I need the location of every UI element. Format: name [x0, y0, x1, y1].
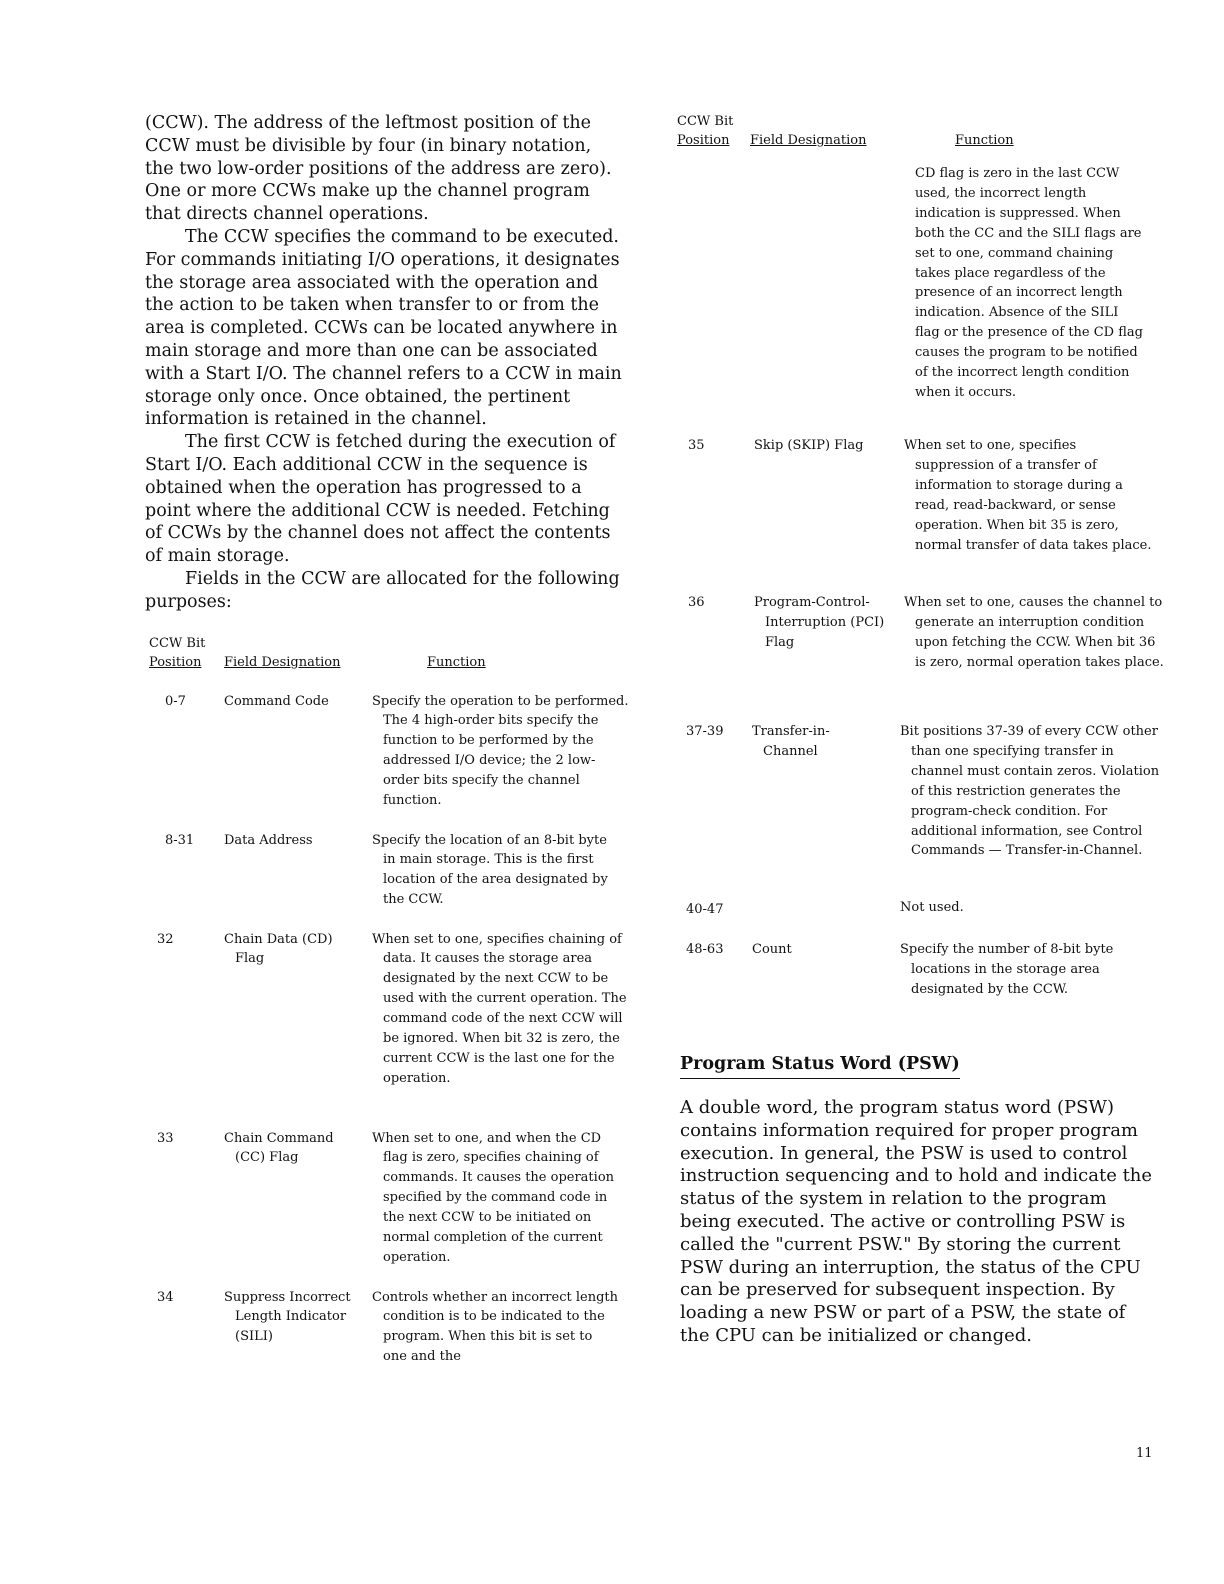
function-description: When set to one, and when the CD flag is zero, specifies chaining of commands. It causes the operation specified by the command code in the next CCW to be initiated on normal completion of the current operation.: [372, 1130, 615, 1265]
function-description: Specify the number of 8-bit byte locations in the storage area designated by the CCW.: [900, 942, 1114, 997]
table-row: [676, 593, 1164, 703]
bit-position: 32: [157, 931, 174, 947]
header-bit-position: CCW Bit Position: [149, 635, 206, 670]
field-designation: Program-Control-Interruption (PCI) Flag: [754, 595, 885, 650]
function-description: Controls whether an incorrect length condition is to be indicated to the program. When this bit is set to one and the: [372, 1289, 618, 1365]
bit-position: 36: [688, 595, 705, 610]
function-description: Bit positions 37-39 of every CCW other than one specifying transfer in channel must contain zeros. Violation of this restriction generates the program-check condition. For additional information, see Control Commands — Transfer-in-Channel.: [900, 724, 1160, 859]
table-row: [676, 940, 1156, 1002]
field-designation: Suppress Incorrect Length Indicator (SILI): [224, 1289, 351, 1345]
field-designation: Transfer-in-Channel: [752, 724, 830, 759]
function-description: When set to one, specifies chaining of data. It causes the storage area designated by the next CCW to be used with the current operation. The command code of the next CCW will be ignored. When bit 32 is zero, the current CCW is the last one for the operation.: [372, 931, 627, 1086]
header-function: Function: [955, 133, 1014, 148]
function-description: CD flag is zero in the last CCW used, the incorrect length indication is suppressed. When both the CC and the SILI flags are set to one, command chaining takes place regardless of the presence of an incorrect length indication. Absence of the SILI flag or the presence of the CD flag causes the program to be notified of the incorrect length condition when it occurs.: [915, 166, 1143, 400]
header-field-designation: Field Designation: [750, 133, 867, 148]
bit-position: 34: [157, 1289, 174, 1305]
field-designation: Chain Data (CD) Flag: [224, 931, 333, 967]
left-table-header: [145, 634, 625, 674]
function-description: When set to one, specifies suppression of a transfer of information to storage during a read, read-backward, or sense operation. When bit 35 is zero, normal transfer of data takes place.: [904, 438, 1152, 553]
header-field-designation: Field Designation: [224, 654, 341, 670]
psw-paragraph: A double word, the program status word (PSW) contains information required for proper program execution. In general, the PSW is used to control instruction sequencing and to hold and indicate the status of the system in relation to the program being executed. The active or controlling PSW is called the "current PSW." By storing the current PSW during an interruption, the status of the CPU can be preserved for subsequent inspection. By loading a new PSW or part of a PSW, the state of the CPU can be initialized or changed.: [680, 1097, 1153, 1346]
table-row: [676, 898, 1156, 922]
right-table-header: [676, 112, 1156, 154]
field-designation: Chain Command (CC) Flag: [224, 1130, 334, 1166]
section-title: Program Status Word (PSW): [680, 1052, 960, 1079]
intro-paragraph-3: The first CCW is fetched during the execution of Start I/O. Each additional CCW in the sequence is obtained when the operation has progressed to a point where the additional CCW is needed. Fetching of CCWs by the channel does not affect the contents of main storage.: [145, 432, 616, 567]
field-designation: Skip (SKIP) Flag: [754, 438, 864, 453]
table-row: [145, 930, 625, 1110]
function-description: Not used.: [900, 900, 964, 915]
field-designation: Command Code: [224, 693, 329, 709]
continued-function: [676, 164, 1156, 424]
function-description: Specify the operation to be performed. The 4 high-order bits specify the function to be performed by the addressed I/O device; the 2 low-order bits specify the channel function.: [372, 693, 629, 809]
table-row: [145, 1129, 625, 1269]
bit-position: 48-63: [686, 942, 724, 957]
intro-paragraph-4: Fields in the CCW are allocated for the following purposes:: [145, 568, 620, 612]
table-row: [676, 722, 1160, 882]
page-number: 11: [1136, 1446, 1153, 1461]
field-designation: Data Address: [224, 832, 313, 848]
bit-position: 37-39: [686, 724, 724, 739]
table-row: [676, 436, 1156, 576]
function-description: When set to one, causes the channel to generate an interruption condition upon fetching the CCW. When bit 36 is zero, normal operation takes place.: [904, 595, 1164, 670]
bit-position: 40-47: [686, 902, 724, 917]
psw-section: [680, 1052, 1156, 1348]
field-designation: Count: [752, 942, 792, 957]
header-function: Function: [427, 654, 486, 670]
header-bit-position: CCW Bit Position: [677, 114, 734, 148]
bit-position: 0-7: [165, 693, 186, 709]
right-column: [676, 112, 1164, 1348]
bit-position: 35: [688, 438, 705, 453]
bit-position: 8-31: [165, 832, 195, 848]
table-row: [145, 831, 625, 911]
function-description: Specify the location of an 8-bit byte in main storage. This is the first location of the area designated by the CCW.: [372, 832, 608, 908]
intro-paragraph-1: (CCW). The address of the leftmost position of the CCW must be divisible by four (in binary notation, the two low-order positions of the address are zero). One or more CCWs make up the channel program that directs channel operations.: [145, 113, 612, 225]
bit-position: 33: [157, 1130, 174, 1146]
intro-paragraph-2: The CCW specifies the command to be executed. For commands initiating I/O operations, it designates the storage area associated with the operation and the action to be taken when transfer to or from the area is completed. CCWs can be located anywhere in main storage and more than one can be associated with a Start I/O. The channel refers to a CCW in main storage only once. Once obtained, the pertinent information is retained in the channel.: [145, 226, 622, 430]
left-column: [145, 112, 629, 1368]
table-row: [145, 692, 629, 812]
table-row: [145, 1288, 625, 1368]
